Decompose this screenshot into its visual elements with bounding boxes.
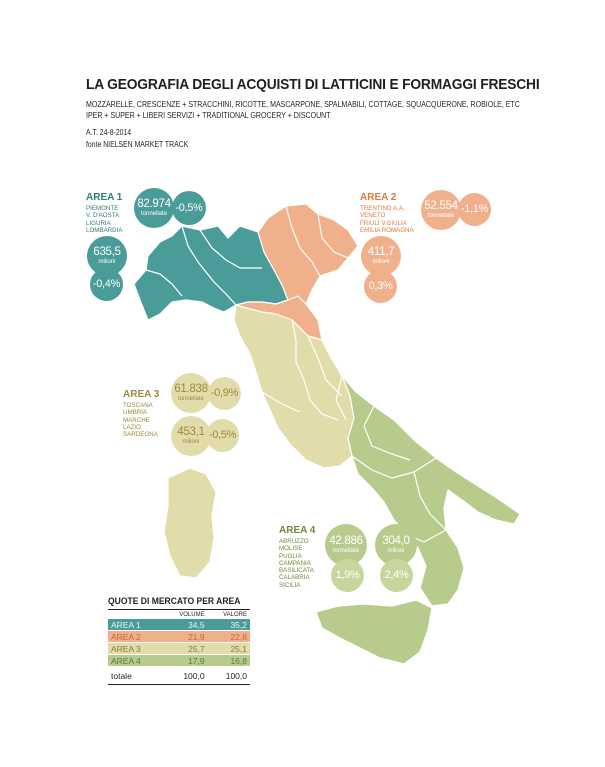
table-row — [108, 619, 250, 631]
table-bottom-rule — [108, 684, 250, 685]
area3-value-value: 453,1 — [177, 425, 205, 438]
row-value: 22,8 — [208, 631, 250, 643]
area4-regions — [279, 538, 314, 589]
area4-shape — [342, 376, 520, 606]
area2-region: EMILIA ROMAGNA — [360, 226, 414, 234]
area1-title: AREA 1 — [86, 192, 123, 203]
map-title: LA GEOGRAFIA DEGLI ACQUISTI DI LATTICINI E FORMAGGI FRESCHI — [86, 76, 540, 93]
area3-value-change-bubble — [206, 419, 239, 452]
row-value: 35,2 — [208, 619, 250, 631]
area2-value-change-bubble — [364, 270, 397, 303]
area3-region: SARDEGNA — [123, 431, 158, 439]
row-value: 25,1 — [208, 643, 250, 655]
area3-value-change: -0,5% — [208, 429, 237, 441]
area2-value-value: 411,7 — [367, 245, 395, 258]
sicily-shape — [316, 600, 432, 664]
market-share-table — [108, 612, 250, 681]
area3-region: UMBRIA — [123, 409, 148, 417]
area3-region: MARCHE — [123, 416, 150, 424]
table-total-row — [108, 667, 250, 682]
area2-value-change: 0,3% — [368, 280, 393, 292]
row-volume: 21,9 — [164, 631, 208, 643]
area1-region: LOMBARDIA — [86, 226, 123, 234]
market-share-title: QUOTE DI MERCATO PER AREA — [108, 596, 241, 607]
area1-value-unit: milioni — [98, 259, 116, 266]
total-volume: 100,0 — [183, 670, 205, 681]
table-row — [108, 655, 250, 667]
total-value: 100,0 — [225, 670, 247, 681]
area2-regions — [360, 205, 414, 234]
area2-title: AREA 2 — [360, 192, 397, 203]
area2-region: TRENTINO A.A. — [360, 205, 405, 212]
area3-volume-bubble — [171, 373, 211, 413]
area4-value-unit: milioni — [387, 548, 405, 555]
row-label: AREA 1 — [108, 619, 164, 631]
area2-region: VENETO — [360, 212, 386, 220]
area1-regions — [86, 205, 122, 234]
header-volume: VOLUME — [179, 612, 205, 618]
table-header-row — [108, 612, 250, 619]
row-volume: 25,7 — [164, 643, 208, 655]
area4-volume-change: 1,9% — [335, 569, 360, 581]
area3-value-bubble — [171, 416, 211, 456]
area1-region: PIEMONTE — [86, 205, 119, 212]
table-row — [108, 643, 250, 655]
row-value: 16,8 — [208, 655, 250, 667]
total-label: totale — [111, 670, 132, 681]
area4-region: CAMPANIA — [279, 559, 311, 567]
area4-volume-change-bubble — [331, 559, 364, 592]
area1-value-value: 635,5 — [93, 245, 121, 258]
area2-region: FRIULI V.GIULIA — [360, 219, 407, 227]
header-area — [108, 612, 164, 619]
area1-region: LIGURIA — [86, 219, 111, 227]
area4-title: AREA 4 — [279, 525, 316, 536]
area4-region: SICILIA — [279, 581, 301, 589]
area2-value-unit: milioni — [372, 259, 390, 266]
row-label: AREA 2 — [108, 631, 164, 643]
area1-value-change-bubble — [90, 268, 123, 301]
area1-value-change: -0,4% — [92, 278, 121, 290]
area2-volume-change: -1,1% — [460, 203, 489, 215]
area1-volume-value: 82.974 — [137, 197, 171, 210]
subtitle-products: MOZZARELLE, CRESCENZE + STRACCHINI, RICOTTE, MASCARPONE, SPALMABILI, COTTAGE, SQUACQUERONE, ROBIOLE, ETC — [86, 100, 520, 109]
period-label: A.T. 24-8-2014 — [86, 128, 132, 137]
area2-volume-change-bubble — [458, 193, 491, 226]
area2-volume-value: 52.554 — [424, 199, 458, 212]
area4-volume-value: 42.886 — [329, 534, 363, 547]
sardinia-shape — [164, 468, 216, 578]
area1-volume-change: -0,5% — [175, 201, 203, 214]
area4-region: BASILICATA — [279, 567, 314, 575]
area4-value-value: 304,0 — [382, 534, 410, 547]
area3-regions — [123, 402, 158, 438]
area4-region: CALABRIA — [279, 574, 310, 582]
header-value: VALORE — [223, 612, 247, 618]
area4-value-change: 2,4% — [384, 569, 409, 581]
row-volume: 17,9 — [164, 655, 208, 667]
area2-volume-bubble — [421, 190, 461, 230]
area4-value-change-bubble — [380, 559, 413, 592]
table-row — [108, 631, 250, 643]
area3-volume-change-bubble — [208, 377, 241, 410]
area1-volume-unit: tonnellate — [140, 211, 168, 218]
row-volume: 34,5 — [164, 619, 208, 631]
area3-volume-unit: tonnellate — [177, 396, 205, 403]
area3-region: LAZIO — [123, 423, 141, 431]
source-label: fonte NIELSEN MARKET TRACK — [86, 140, 189, 149]
area1-region: V. D'AOSTA — [86, 212, 120, 220]
area3-volume-change: -0,9% — [210, 387, 239, 399]
area1-volume-bubble — [134, 188, 174, 228]
row-label: AREA 3 — [108, 643, 164, 655]
area3-value-unit: milioni — [182, 439, 200, 446]
area4-region: MOLISE — [279, 545, 303, 553]
area4-region: ABRUZZO — [279, 538, 309, 545]
area3-title: AREA 3 — [123, 389, 160, 400]
table-top-rule — [108, 609, 250, 610]
row-label: AREA 4 — [108, 655, 164, 667]
area4-region: PUGLIA — [279, 552, 302, 560]
subtitle-channels: IPER + SUPER + LIBERI SERVIZI + TRADITIONAL GROCERY + DISCOUNT — [86, 111, 331, 120]
area1-volume-change-bubble — [172, 191, 206, 225]
area2-volume-unit: tonnellate — [427, 213, 455, 220]
area3-region: TOSCANA — [123, 402, 153, 409]
area3-volume-value: 61.838 — [174, 382, 208, 395]
area4-volume-unit: tonnellate — [332, 548, 360, 555]
